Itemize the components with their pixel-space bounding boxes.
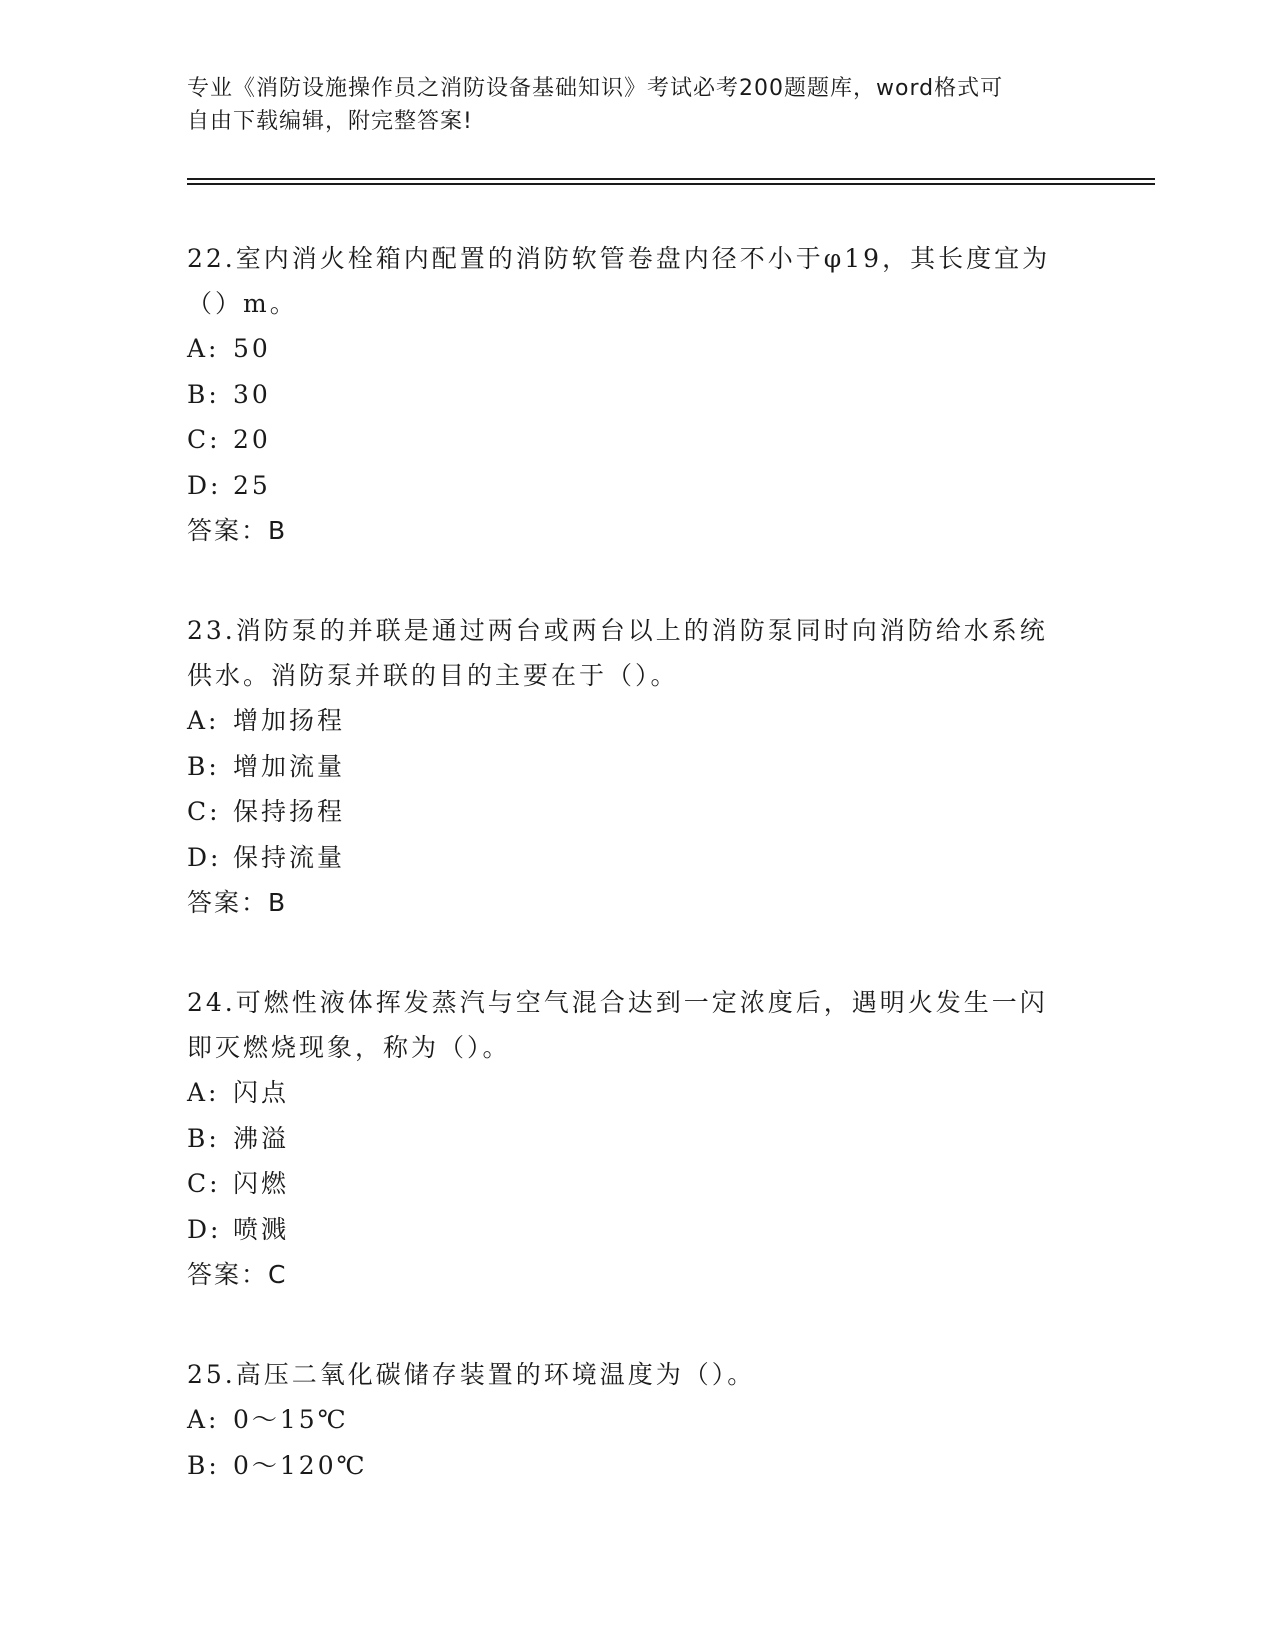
header-divider-top: [187, 178, 1155, 180]
question-spacer: [187, 553, 1087, 608]
question-stem-continued: （）m。: [187, 289, 298, 318]
option-letter: B:: [187, 1450, 220, 1480]
question-23: [187, 608, 1087, 925]
question-stem: 22.室内消火栓箱内配置的消防软管卷盘内径不小于φ19，其长度宜为: [187, 244, 1051, 273]
question-stem-continued: 供水。消防泵并联的目的主要在于（）。: [187, 661, 679, 690]
option-letter: C:: [187, 1169, 221, 1198]
question-25: [187, 1352, 1087, 1488]
option-text: 喷溅: [233, 1214, 290, 1244]
option-d: [187, 835, 1087, 881]
question-22: [187, 236, 1087, 553]
question-stem: 24.可燃性液体挥发蒸汽与空气混合达到一定浓度后，遇明火发生一闪: [187, 988, 1048, 1017]
option-letter: A:: [187, 1405, 220, 1434]
question-24: [187, 980, 1087, 1297]
option-text: 50: [233, 334, 271, 363]
option-b: [187, 372, 1087, 418]
option-letter: C:: [187, 797, 221, 826]
question-list: [187, 236, 1087, 1488]
option-letter: B:: [187, 379, 220, 409]
question-stem-continued: 即灭燃烧现象，称为（）。: [187, 1033, 511, 1062]
option-text: 增加流量: [233, 751, 346, 781]
question-stem: 23.消防泵的并联是通过两台或两台以上的消防泵同时向消防给水系统: [187, 616, 1048, 645]
document-header: [187, 72, 1067, 138]
option-text: 闪点: [233, 1078, 290, 1107]
option-text: 0～120℃: [233, 1450, 368, 1480]
answer-line: 答案：B: [187, 516, 288, 545]
option-d: [187, 1207, 1087, 1253]
question-spacer: [187, 925, 1087, 980]
option-letter: D:: [187, 470, 222, 500]
header-line-2: 自由下载编辑，附完整答案!: [187, 109, 473, 134]
option-b: [187, 1116, 1087, 1162]
option-c: [187, 417, 1087, 463]
option-text: 闪燃: [233, 1169, 290, 1198]
option-text: 保持流量: [233, 842, 346, 872]
option-c: [187, 789, 1087, 835]
option-text: 增加扬程: [233, 706, 346, 735]
option-text: 25: [233, 470, 271, 500]
option-letter: A:: [187, 706, 220, 735]
option-a: [187, 1397, 1087, 1443]
option-text: 沸溢: [233, 1123, 290, 1153]
option-letter: A:: [187, 1078, 220, 1107]
option-text: 20: [233, 425, 271, 454]
option-a: [187, 698, 1087, 744]
option-a: [187, 1070, 1087, 1116]
answer-line: 答案：B: [187, 888, 288, 917]
option-c: [187, 1161, 1087, 1207]
option-letter: B:: [187, 1123, 220, 1153]
option-a: [187, 326, 1087, 372]
header-divider-bottom: [187, 183, 1155, 185]
question-stem: 25.高压二氧化碳储存装置的环境温度为（）。: [187, 1360, 756, 1389]
option-letter: B:: [187, 751, 220, 781]
option-letter: D:: [187, 1214, 222, 1244]
option-letter: C:: [187, 425, 221, 454]
option-text: 保持扬程: [233, 797, 346, 826]
option-text: 0～15℃: [233, 1405, 349, 1434]
option-b: [187, 1443, 1087, 1489]
option-text: 30: [233, 379, 271, 409]
answer-line: 答案：C: [187, 1260, 288, 1289]
header-line-1: 专业《消防设施操作员之消防设备基础知识》考试必考200题题库，word格式可: [187, 76, 1004, 101]
option-letter: A:: [187, 334, 220, 363]
option-letter: D:: [187, 842, 222, 872]
option-b: [187, 744, 1087, 790]
option-d: [187, 463, 1087, 509]
question-spacer: [187, 1297, 1087, 1352]
